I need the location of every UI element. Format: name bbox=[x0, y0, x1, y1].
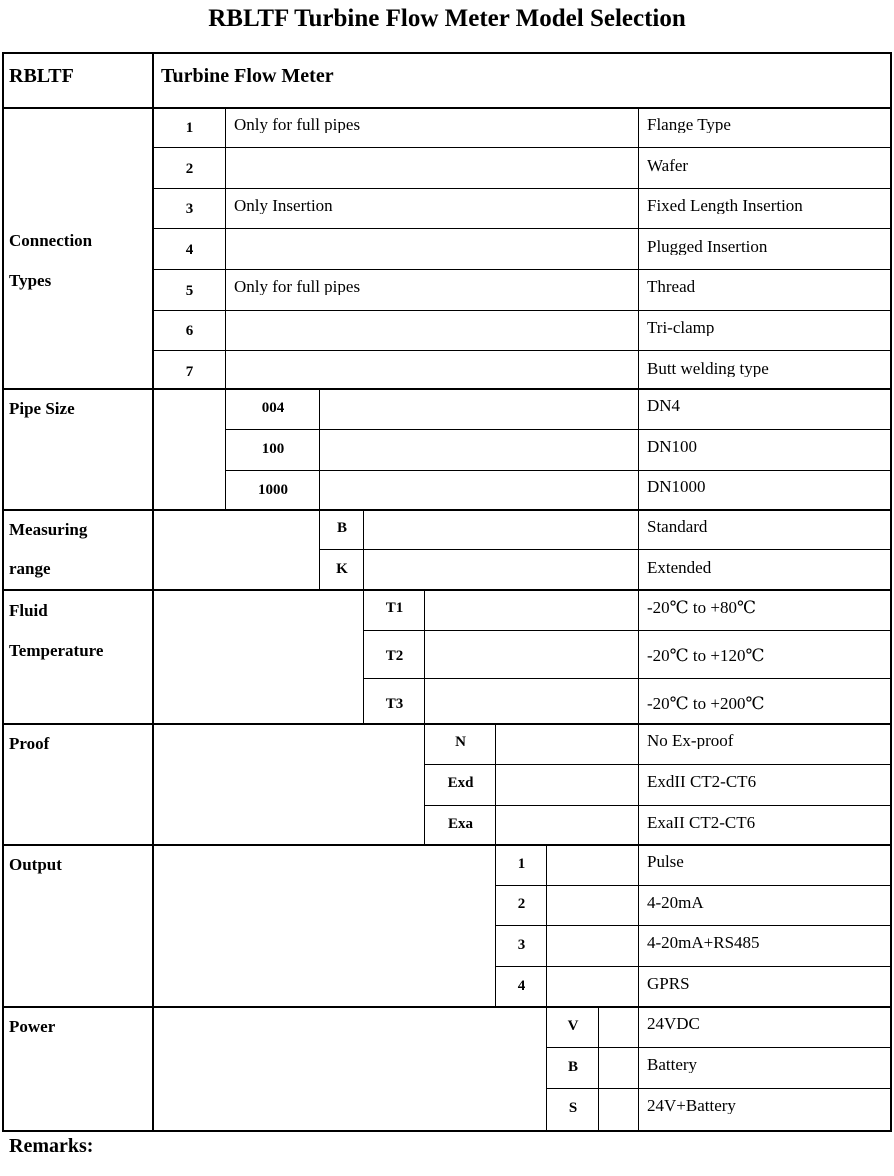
section-label-output: Output bbox=[9, 855, 62, 874]
rule-col-pw-left bbox=[546, 1006, 547, 1130]
code-pipe-size-3: 1000 bbox=[258, 483, 288, 498]
value-connection-2: Wafer bbox=[647, 157, 689, 174]
value-power-1: 24VDC bbox=[647, 1015, 700, 1032]
section-label-connection-types-line1: Connection bbox=[9, 231, 93, 250]
section-label-power: Power bbox=[9, 1017, 56, 1036]
code-proof-3 bbox=[426, 817, 495, 832]
code-fluid-temp-1: T1 bbox=[385, 601, 404, 616]
rule-table-bottom bbox=[2, 1130, 892, 1132]
rule-col-ps-left bbox=[225, 388, 226, 509]
value-power-3: 24V+Battery bbox=[647, 1097, 736, 1114]
code-connection-2: 2 bbox=[185, 162, 194, 177]
rule-ft-2 bbox=[363, 678, 892, 679]
value-connection-3: Fixed Length Insertion bbox=[647, 197, 803, 214]
misspelled-tri-clamp: Tri-clamp bbox=[647, 319, 715, 336]
rule-ct-5 bbox=[152, 310, 892, 311]
value-connection-1: Flange Type bbox=[647, 116, 731, 133]
rule-ft-1 bbox=[363, 630, 892, 631]
value-fluid-temp-1: -20℃ to +80℃ bbox=[647, 599, 757, 616]
rule-right-border bbox=[890, 52, 892, 1132]
value-proof-1: No Ex-proof bbox=[647, 732, 734, 749]
misspelled-exd-code: Exd bbox=[447, 776, 474, 791]
rule-col-mr-left bbox=[319, 509, 320, 589]
note-connection-insertion: Only Insertion bbox=[234, 197, 333, 214]
value-proof-3 bbox=[640, 814, 890, 831]
section-label-fluid-temperature-line2: Temperature bbox=[9, 641, 104, 660]
rule-section-fluidtemp bbox=[2, 589, 892, 591]
code-connection-3: 3 bbox=[185, 202, 194, 217]
header-product-name: Turbine Flow Meter bbox=[161, 66, 334, 87]
rule-col-mr-right bbox=[363, 509, 364, 589]
section-label-connection-types-line2: Types bbox=[9, 271, 52, 290]
rule-col-ft-left bbox=[363, 589, 364, 723]
code-fluid-temp-2: T2 bbox=[385, 649, 404, 664]
remarks-label: Remarks: bbox=[9, 1135, 94, 1157]
code-proof-2 bbox=[426, 776, 495, 791]
note-connection-full-pipes-1: Only for full pipes bbox=[234, 116, 361, 133]
rule-out-1 bbox=[495, 885, 892, 886]
code-proof-1: N bbox=[455, 735, 466, 750]
value-connection-4: Plugged Insertion bbox=[647, 238, 768, 255]
code-output-4: 4 bbox=[517, 979, 526, 994]
rule-ct-2 bbox=[152, 188, 892, 189]
code-connection-5: 5 bbox=[185, 284, 194, 299]
section-label-measuring-range-line2: range bbox=[9, 559, 51, 578]
code-connection-7: 7 bbox=[185, 365, 194, 380]
rule-mr-1 bbox=[319, 549, 892, 550]
rule-col-ps-right bbox=[319, 388, 320, 509]
misspelled-exdii: ExdII CT2-CT6 bbox=[647, 773, 757, 790]
value-output-4: GPRS bbox=[647, 975, 690, 992]
rule-header-bottom bbox=[2, 107, 892, 109]
value-measuring-range-1: Standard bbox=[647, 518, 708, 535]
section-label-proof: Proof bbox=[9, 734, 50, 753]
value-measuring-range-2: Extended bbox=[647, 559, 712, 576]
rule-ct-3 bbox=[152, 228, 892, 229]
section-label-fluid-temperature-line1: Fluid bbox=[9, 601, 48, 620]
misspelled-exaii: ExaII CT2-CT6 bbox=[647, 814, 756, 831]
page-title: RBLTF Turbine Flow Meter Model Selection bbox=[208, 5, 686, 32]
model-selection-table bbox=[2, 52, 892, 1132]
code-connection-1: 1 bbox=[185, 121, 194, 136]
header-model-prefix: RBLTF bbox=[9, 66, 74, 87]
rule-col-pf-right bbox=[495, 723, 496, 844]
code-pipe-size-2: 100 bbox=[261, 442, 285, 457]
rule-out-3 bbox=[495, 966, 892, 967]
rule-col-ft-right bbox=[424, 589, 425, 723]
code-power-2: B bbox=[567, 1060, 578, 1075]
code-power-3: S bbox=[568, 1101, 578, 1116]
value-power-2: Battery bbox=[647, 1056, 698, 1073]
section-label-measuring-range-line1: Measuring bbox=[9, 520, 88, 539]
value-output-3: 4-20mA+RS485 bbox=[647, 934, 760, 951]
value-fluid-temp-2: -20℃ to +120℃ bbox=[647, 647, 765, 664]
code-pipe-size-1: 004 bbox=[261, 401, 285, 416]
code-connection-4: 4 bbox=[185, 243, 194, 258]
value-proof-2 bbox=[640, 773, 890, 790]
code-output-2: 2 bbox=[517, 897, 526, 912]
value-connection-7: Butt welding type bbox=[647, 360, 769, 377]
code-power-1: V bbox=[567, 1019, 579, 1034]
code-measuring-range-2: K bbox=[336, 562, 348, 577]
value-pipe-size-3: DN1000 bbox=[647, 478, 706, 495]
code-output-1: 1 bbox=[517, 857, 526, 872]
value-fluid-temp-3: -20℃ to +200℃ bbox=[647, 695, 765, 712]
rule-out-2 bbox=[495, 925, 892, 926]
section-label-pipe-size: Pipe Size bbox=[9, 399, 75, 418]
code-fluid-temp-3: T3 bbox=[385, 697, 404, 712]
rule-col-value bbox=[638, 107, 639, 1130]
code-output-3: 3 bbox=[517, 938, 526, 953]
rule-col-out-left bbox=[495, 844, 496, 1006]
rule-col-pf-left bbox=[424, 723, 425, 844]
value-pipe-size-2: DN100 bbox=[647, 438, 698, 455]
code-connection-6: 6 bbox=[185, 324, 194, 339]
code-measuring-range-1: B bbox=[336, 521, 347, 536]
misspelled-exa-code: Exa bbox=[447, 817, 473, 832]
value-pipe-size-1: DN4 bbox=[647, 397, 681, 414]
rule-table-top bbox=[2, 52, 892, 54]
value-output-1: Pulse bbox=[647, 853, 684, 870]
rule-ps-1 bbox=[225, 429, 892, 430]
value-output-2: 4-20mA bbox=[647, 894, 704, 911]
rule-col-out-right bbox=[546, 844, 547, 1006]
rule-col-pw-right bbox=[598, 1006, 599, 1130]
rule-ps-2 bbox=[225, 470, 892, 471]
rule-ct-1 bbox=[152, 147, 892, 148]
rule-ct-6 bbox=[152, 350, 892, 351]
value-connection-6 bbox=[640, 319, 890, 336]
rule-col-ct-code bbox=[225, 107, 226, 388]
value-connection-5: Thread bbox=[647, 278, 696, 295]
rule-ct-4 bbox=[152, 269, 892, 270]
note-connection-full-pipes-2: Only for full pipes bbox=[234, 278, 361, 295]
